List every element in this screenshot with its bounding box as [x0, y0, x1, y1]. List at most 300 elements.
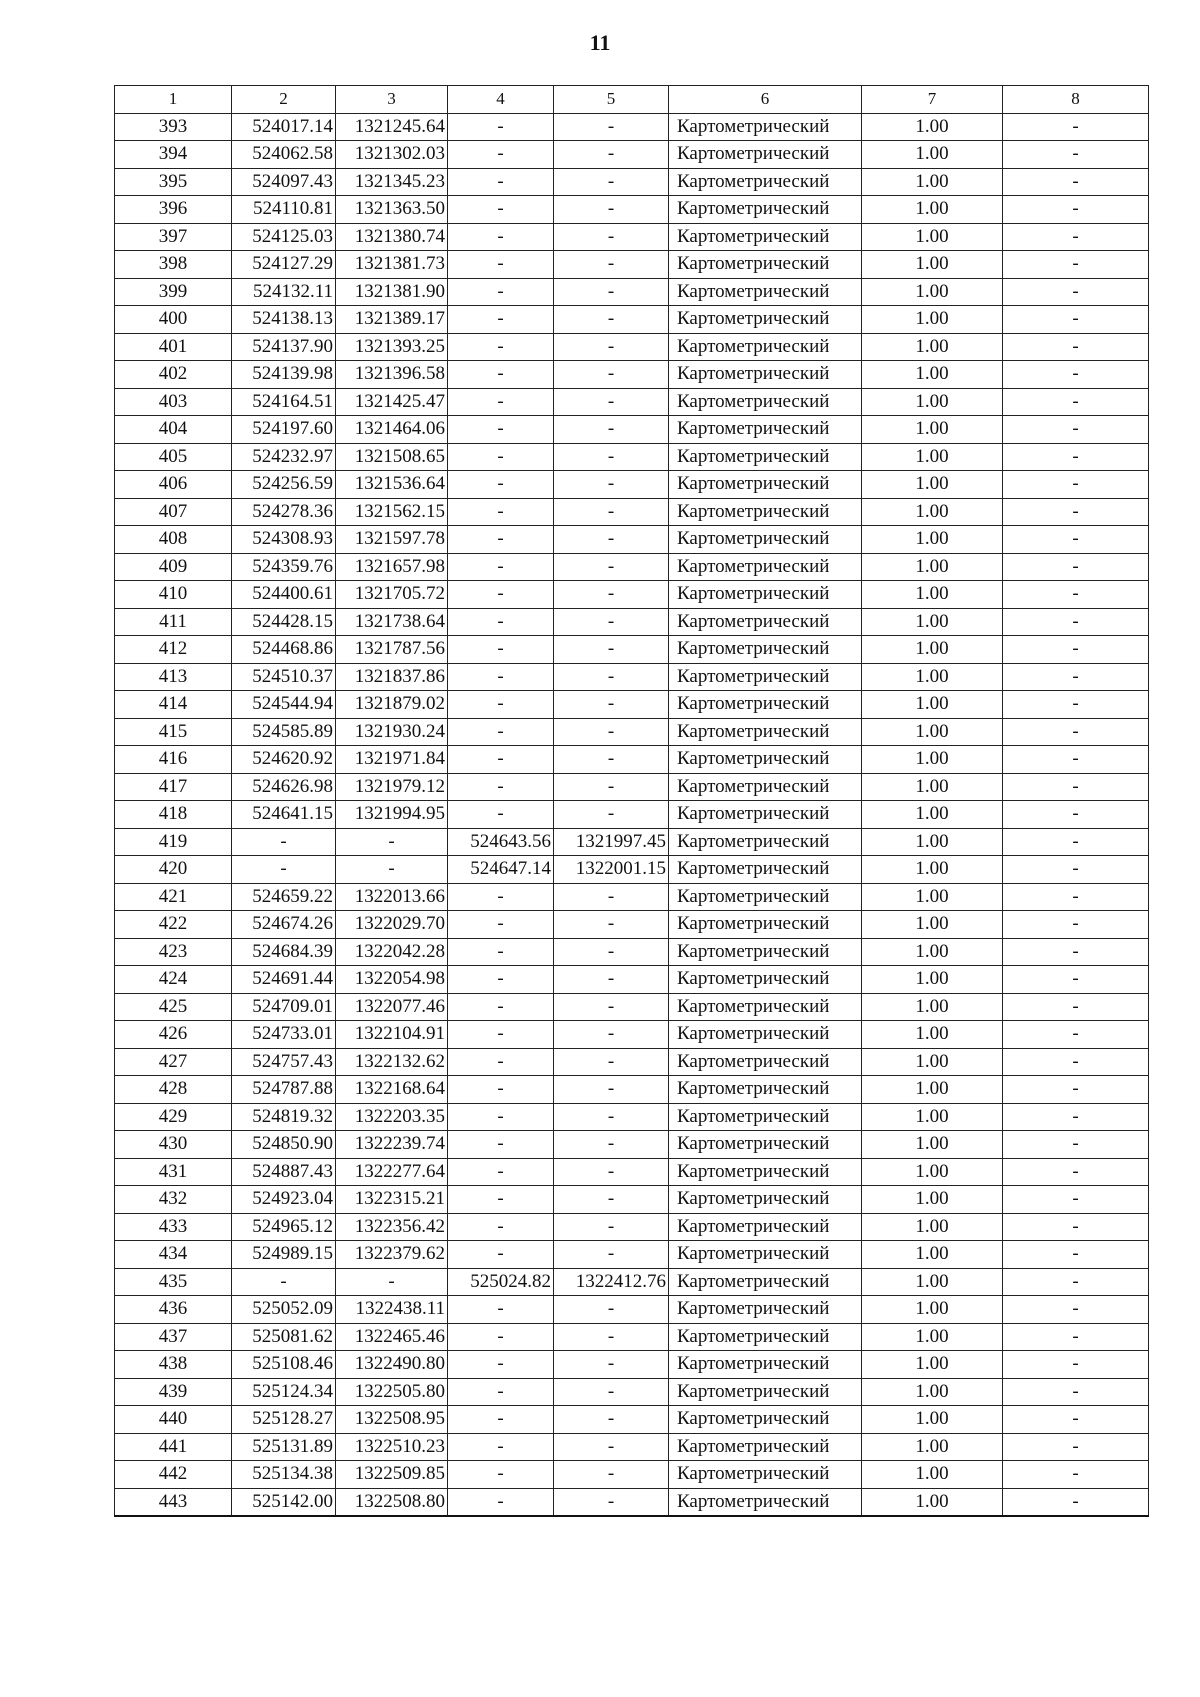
point-number-cell: 398: [115, 251, 232, 279]
x-coordinate-alt-cell: -: [448, 1323, 554, 1351]
y-coordinate-alt-cell: -: [554, 746, 669, 774]
x-coordinate-cell: 524887.43: [232, 1158, 336, 1186]
x-coordinate-alt-cell: -: [448, 1021, 554, 1049]
x-coordinate-cell: 524138.13: [232, 306, 336, 334]
point-number-cell: 418: [115, 801, 232, 829]
method-cell: Картометрический: [669, 718, 862, 746]
y-coordinate-cell: 1322042.28: [336, 938, 448, 966]
table-row: [115, 388, 1149, 416]
y-coordinate-alt-cell: -: [554, 471, 669, 499]
x-coordinate-alt-cell: -: [448, 416, 554, 444]
y-coordinate-alt-cell: -: [554, 141, 669, 169]
y-coordinate-cell: 1322508.95: [336, 1406, 448, 1434]
point-number-cell: 416: [115, 746, 232, 774]
method-cell: Картометрический: [669, 1323, 862, 1351]
method-cell: Картометрический: [669, 1158, 862, 1186]
accuracy-cell: 1.00: [862, 196, 1003, 224]
x-coordinate-alt-cell: -: [448, 168, 554, 196]
y-coordinate-cell: 1322356.42: [336, 1213, 448, 1241]
y-coordinate-alt-cell: -: [554, 1076, 669, 1104]
method-cell: Картометрический: [669, 251, 862, 279]
x-coordinate-alt-cell: -: [448, 1461, 554, 1489]
accuracy-cell: 1.00: [862, 471, 1003, 499]
table-row: [115, 993, 1149, 1021]
x-coordinate-alt-cell: -: [448, 773, 554, 801]
method-cell: Картометрический: [669, 223, 862, 251]
description-cell: -: [1003, 938, 1149, 966]
y-coordinate-cell: 1321363.50: [336, 196, 448, 224]
description-cell: -: [1003, 1103, 1149, 1131]
accuracy-cell: 1.00: [862, 828, 1003, 856]
accuracy-cell: 1.00: [862, 1048, 1003, 1076]
y-coordinate-cell: 1321597.78: [336, 526, 448, 554]
table-row: [115, 718, 1149, 746]
x-coordinate-alt-cell: -: [448, 663, 554, 691]
x-coordinate-alt-cell: -: [448, 278, 554, 306]
method-cell: Картометрический: [669, 333, 862, 361]
description-cell: -: [1003, 993, 1149, 1021]
description-cell: -: [1003, 801, 1149, 829]
x-coordinate-cell: 524400.61: [232, 581, 336, 609]
x-coordinate-alt-cell: -: [448, 498, 554, 526]
y-coordinate-alt-cell: -: [554, 251, 669, 279]
description-cell: -: [1003, 856, 1149, 884]
table-header-row: [115, 86, 1149, 114]
table-row: [115, 1131, 1149, 1159]
x-coordinate-cell: 524684.39: [232, 938, 336, 966]
x-coordinate-alt-cell: -: [448, 966, 554, 994]
method-cell: Картометрический: [669, 278, 862, 306]
accuracy-cell: 1.00: [862, 443, 1003, 471]
y-coordinate-alt-cell: -: [554, 1048, 669, 1076]
page-number: 11: [589, 30, 611, 55]
y-coordinate-cell: 1321381.90: [336, 278, 448, 306]
table-row: [115, 1213, 1149, 1241]
x-coordinate-alt-cell: -: [448, 883, 554, 911]
x-coordinate-cell: 524359.76: [232, 553, 336, 581]
x-coordinate-cell: 525128.27: [232, 1406, 336, 1434]
description-cell: -: [1003, 636, 1149, 664]
column-header: 7: [862, 86, 1003, 114]
method-cell: Картометрический: [669, 993, 862, 1021]
table-row: [115, 1323, 1149, 1351]
description-cell: -: [1003, 1186, 1149, 1214]
description-cell: -: [1003, 883, 1149, 911]
point-number-cell: 401: [115, 333, 232, 361]
x-coordinate-cell: 524125.03: [232, 223, 336, 251]
x-coordinate-alt-cell: -: [448, 1406, 554, 1434]
x-coordinate-alt-cell: -: [448, 636, 554, 664]
x-coordinate-cell: 524757.43: [232, 1048, 336, 1076]
y-coordinate-cell: 1321705.72: [336, 581, 448, 609]
x-coordinate-cell: 524468.86: [232, 636, 336, 664]
y-coordinate-cell: 1322104.91: [336, 1021, 448, 1049]
point-number-cell: 411: [115, 608, 232, 636]
description-cell: -: [1003, 113, 1149, 141]
x-coordinate-cell: 524062.58: [232, 141, 336, 169]
x-coordinate-cell: 524256.59: [232, 471, 336, 499]
y-coordinate-alt-cell: -: [554, 1323, 669, 1351]
x-coordinate-alt-cell: 524643.56: [448, 828, 554, 856]
x-coordinate-alt-cell: -: [448, 471, 554, 499]
method-cell: Картометрический: [669, 113, 862, 141]
accuracy-cell: 1.00: [862, 911, 1003, 939]
point-number-cell: 408: [115, 526, 232, 554]
method-cell: Картометрический: [669, 141, 862, 169]
point-number-cell: 407: [115, 498, 232, 526]
table-row: [115, 663, 1149, 691]
method-cell: Картометрический: [669, 636, 862, 664]
table-row: [115, 196, 1149, 224]
method-cell: Картометрический: [669, 911, 862, 939]
description-cell: -: [1003, 498, 1149, 526]
table-row: [115, 1076, 1149, 1104]
y-coordinate-alt-cell: -: [554, 113, 669, 141]
accuracy-cell: 1.00: [862, 416, 1003, 444]
point-number-cell: 396: [115, 196, 232, 224]
accuracy-cell: 1.00: [862, 856, 1003, 884]
x-coordinate-alt-cell: -: [448, 1048, 554, 1076]
accuracy-cell: 1.00: [862, 1103, 1003, 1131]
y-coordinate-alt-cell: -: [554, 718, 669, 746]
y-coordinate-alt-cell: 1322412.76: [554, 1268, 669, 1296]
x-coordinate-alt-cell: -: [448, 1103, 554, 1131]
y-coordinate-alt-cell: -: [554, 1488, 669, 1516]
point-number-cell: 432: [115, 1186, 232, 1214]
column-header: 3: [336, 86, 448, 114]
accuracy-cell: 1.00: [862, 223, 1003, 251]
x-coordinate-alt-cell: -: [448, 1131, 554, 1159]
y-coordinate-alt-cell: -: [554, 773, 669, 801]
description-cell: -: [1003, 1268, 1149, 1296]
x-coordinate-alt-cell: -: [448, 801, 554, 829]
y-coordinate-cell: 1321971.84: [336, 746, 448, 774]
table-row: [115, 141, 1149, 169]
description-cell: -: [1003, 718, 1149, 746]
description-cell: -: [1003, 1296, 1149, 1324]
accuracy-cell: 1.00: [862, 938, 1003, 966]
y-coordinate-alt-cell: -: [554, 278, 669, 306]
description-cell: -: [1003, 1433, 1149, 1461]
y-coordinate-cell: 1322509.85: [336, 1461, 448, 1489]
y-coordinate-alt-cell: -: [554, 1433, 669, 1461]
x-coordinate-alt-cell: -: [448, 361, 554, 389]
point-number-cell: 422: [115, 911, 232, 939]
accuracy-cell: 1.00: [862, 1241, 1003, 1269]
table-row: [115, 553, 1149, 581]
y-coordinate-cell: 1321381.73: [336, 251, 448, 279]
accuracy-cell: 1.00: [862, 1213, 1003, 1241]
description-cell: -: [1003, 471, 1149, 499]
x-coordinate-cell: 525131.89: [232, 1433, 336, 1461]
y-coordinate-cell: 1321738.64: [336, 608, 448, 636]
y-coordinate-cell: 1321979.12: [336, 773, 448, 801]
table-row: [115, 1021, 1149, 1049]
x-coordinate-alt-cell: -: [448, 553, 554, 581]
y-coordinate-cell: 1322508.80: [336, 1488, 448, 1516]
point-number-cell: 399: [115, 278, 232, 306]
description-cell: -: [1003, 388, 1149, 416]
x-coordinate-alt-cell: -: [448, 746, 554, 774]
point-number-cell: 426: [115, 1021, 232, 1049]
x-coordinate-alt-cell: -: [448, 911, 554, 939]
x-coordinate-alt-cell: -: [448, 1076, 554, 1104]
x-coordinate-alt-cell: 524647.14: [448, 856, 554, 884]
x-coordinate-alt-cell: -: [448, 691, 554, 719]
method-cell: Картометрический: [669, 746, 862, 774]
method-cell: Картометрический: [669, 1186, 862, 1214]
accuracy-cell: 1.00: [862, 746, 1003, 774]
method-cell: Картометрический: [669, 471, 862, 499]
table-row: [115, 801, 1149, 829]
method-cell: Картометрический: [669, 1406, 862, 1434]
table-row: [115, 168, 1149, 196]
point-number-cell: 436: [115, 1296, 232, 1324]
y-coordinate-cell: 1322013.66: [336, 883, 448, 911]
point-number-cell: 393: [115, 113, 232, 141]
accuracy-cell: 1.00: [862, 553, 1003, 581]
table-row: [115, 361, 1149, 389]
y-coordinate-alt-cell: -: [554, 1296, 669, 1324]
description-cell: -: [1003, 1406, 1149, 1434]
y-coordinate-alt-cell: -: [554, 911, 669, 939]
x-coordinate-cell: 524674.26: [232, 911, 336, 939]
x-coordinate-cell: 524709.01: [232, 993, 336, 1021]
column-header: 1: [115, 86, 232, 114]
y-coordinate-alt-cell: -: [554, 1461, 669, 1489]
x-coordinate-cell: 524626.98: [232, 773, 336, 801]
point-number-cell: 410: [115, 581, 232, 609]
y-coordinate-cell: 1322505.80: [336, 1378, 448, 1406]
x-coordinate-cell: -: [232, 856, 336, 884]
y-coordinate-cell: 1321345.23: [336, 168, 448, 196]
point-number-cell: 402: [115, 361, 232, 389]
accuracy-cell: 1.00: [862, 1488, 1003, 1516]
y-coordinate-alt-cell: -: [554, 1021, 669, 1049]
x-coordinate-cell: 524819.32: [232, 1103, 336, 1131]
y-coordinate-alt-cell: -: [554, 443, 669, 471]
y-coordinate-alt-cell: -: [554, 306, 669, 334]
table-row: [115, 636, 1149, 664]
table-row: [115, 856, 1149, 884]
y-coordinate-cell: 1321879.02: [336, 691, 448, 719]
table-row: [115, 1488, 1149, 1516]
point-number-cell: 429: [115, 1103, 232, 1131]
description-cell: -: [1003, 168, 1149, 196]
x-coordinate-cell: 525124.34: [232, 1378, 336, 1406]
x-coordinate-alt-cell: -: [448, 1158, 554, 1186]
table-row: [115, 416, 1149, 444]
description-cell: -: [1003, 1048, 1149, 1076]
accuracy-cell: 1.00: [862, 1296, 1003, 1324]
description-cell: -: [1003, 1158, 1149, 1186]
point-number-cell: 430: [115, 1131, 232, 1159]
point-number-cell: 412: [115, 636, 232, 664]
x-coordinate-cell: -: [232, 828, 336, 856]
table-body: [115, 113, 1149, 1516]
x-coordinate-alt-cell: -: [448, 526, 554, 554]
x-coordinate-alt-cell: -: [448, 141, 554, 169]
method-cell: Картометрический: [669, 1103, 862, 1131]
table-row: [115, 443, 1149, 471]
y-coordinate-cell: 1322465.46: [336, 1323, 448, 1351]
y-coordinate-alt-cell: -: [554, 1103, 669, 1131]
method-cell: Картометрический: [669, 1213, 862, 1241]
y-coordinate-cell: 1322203.35: [336, 1103, 448, 1131]
table-row: [115, 581, 1149, 609]
description-cell: -: [1003, 691, 1149, 719]
description-cell: -: [1003, 361, 1149, 389]
y-coordinate-cell: 1321930.24: [336, 718, 448, 746]
accuracy-cell: 1.00: [862, 608, 1003, 636]
y-coordinate-cell: 1321562.15: [336, 498, 448, 526]
description-cell: -: [1003, 1461, 1149, 1489]
table-row: [115, 773, 1149, 801]
x-coordinate-cell: 524097.43: [232, 168, 336, 196]
accuracy-cell: 1.00: [862, 636, 1003, 664]
y-coordinate-alt-cell: -: [554, 416, 669, 444]
accuracy-cell: 1.00: [862, 581, 1003, 609]
x-coordinate-alt-cell: -: [448, 1241, 554, 1269]
table-row: [115, 1268, 1149, 1296]
table-row: [115, 278, 1149, 306]
x-coordinate-alt-cell: -: [448, 1433, 554, 1461]
point-number-cell: 394: [115, 141, 232, 169]
accuracy-cell: 1.00: [862, 1131, 1003, 1159]
point-number-cell: 431: [115, 1158, 232, 1186]
table-row: [115, 333, 1149, 361]
method-cell: Картометрический: [669, 553, 862, 581]
table-row: [115, 1378, 1149, 1406]
method-cell: Картометрический: [669, 1351, 862, 1379]
y-coordinate-cell: 1321393.25: [336, 333, 448, 361]
y-coordinate-alt-cell: -: [554, 966, 669, 994]
table-row: [115, 306, 1149, 334]
description-cell: -: [1003, 553, 1149, 581]
description-cell: -: [1003, 966, 1149, 994]
x-coordinate-cell: 524989.15: [232, 1241, 336, 1269]
x-coordinate-cell: 524137.90: [232, 333, 336, 361]
accuracy-cell: 1.00: [862, 1076, 1003, 1104]
x-coordinate-alt-cell: -: [448, 1186, 554, 1214]
y-coordinate-alt-cell: -: [554, 333, 669, 361]
point-number-cell: 417: [115, 773, 232, 801]
y-coordinate-cell: 1321657.98: [336, 553, 448, 581]
point-number-cell: 414: [115, 691, 232, 719]
y-coordinate-cell: 1321425.47: [336, 388, 448, 416]
y-coordinate-cell: 1322315.21: [336, 1186, 448, 1214]
point-number-cell: 438: [115, 1351, 232, 1379]
y-coordinate-alt-cell: -: [554, 526, 669, 554]
method-cell: Картометрический: [669, 443, 862, 471]
table-row: [115, 883, 1149, 911]
y-coordinate-cell: 1321389.17: [336, 306, 448, 334]
method-cell: Картометрический: [669, 1378, 862, 1406]
x-coordinate-alt-cell: -: [448, 581, 554, 609]
y-coordinate-alt-cell: -: [554, 993, 669, 1021]
y-coordinate-cell: 1322379.62: [336, 1241, 448, 1269]
x-coordinate-alt-cell: -: [448, 938, 554, 966]
method-cell: Картометрический: [669, 1488, 862, 1516]
table-row: [115, 471, 1149, 499]
point-number-cell: 406: [115, 471, 232, 499]
y-coordinate-cell: -: [336, 1268, 448, 1296]
point-number-cell: 434: [115, 1241, 232, 1269]
accuracy-cell: 1.00: [862, 1158, 1003, 1186]
y-coordinate-alt-cell: -: [554, 883, 669, 911]
accuracy-cell: 1.00: [862, 1323, 1003, 1351]
table-row: [115, 1158, 1149, 1186]
table-row: [115, 608, 1149, 636]
description-cell: -: [1003, 196, 1149, 224]
description-cell: -: [1003, 306, 1149, 334]
table-row: [115, 1406, 1149, 1434]
method-cell: Картометрический: [669, 1076, 862, 1104]
point-number-cell: 435: [115, 1268, 232, 1296]
x-coordinate-cell: 524428.15: [232, 608, 336, 636]
x-coordinate-cell: 524164.51: [232, 388, 336, 416]
y-coordinate-alt-cell: -: [554, 636, 669, 664]
accuracy-cell: 1.00: [862, 1433, 1003, 1461]
accuracy-cell: 1.00: [862, 993, 1003, 1021]
point-number-cell: 415: [115, 718, 232, 746]
y-coordinate-cell: 1322277.64: [336, 1158, 448, 1186]
description-cell: -: [1003, 911, 1149, 939]
description-cell: -: [1003, 1241, 1149, 1269]
point-number-cell: 424: [115, 966, 232, 994]
accuracy-cell: 1.00: [862, 773, 1003, 801]
x-coordinate-cell: 525108.46: [232, 1351, 336, 1379]
y-coordinate-cell: 1321464.06: [336, 416, 448, 444]
x-coordinate-cell: 524017.14: [232, 113, 336, 141]
x-coordinate-cell: 524544.94: [232, 691, 336, 719]
method-cell: Картометрический: [669, 388, 862, 416]
y-coordinate-alt-cell: -: [554, 196, 669, 224]
y-coordinate-cell: 1321536.64: [336, 471, 448, 499]
method-cell: Картометрический: [669, 1241, 862, 1269]
x-coordinate-cell: 524641.15: [232, 801, 336, 829]
accuracy-cell: 1.00: [862, 526, 1003, 554]
table-row: [115, 691, 1149, 719]
y-coordinate-alt-cell: -: [554, 663, 669, 691]
accuracy-cell: 1.00: [862, 498, 1003, 526]
y-coordinate-alt-cell: -: [554, 1213, 669, 1241]
accuracy-cell: 1.00: [862, 1406, 1003, 1434]
y-coordinate-cell: 1322490.80: [336, 1351, 448, 1379]
method-cell: Картометрический: [669, 938, 862, 966]
description-cell: -: [1003, 1131, 1149, 1159]
y-coordinate-alt-cell: -: [554, 1351, 669, 1379]
description-cell: -: [1003, 746, 1149, 774]
accuracy-cell: 1.00: [862, 966, 1003, 994]
point-number-cell: 405: [115, 443, 232, 471]
accuracy-cell: 1.00: [862, 168, 1003, 196]
y-coordinate-alt-cell: -: [554, 388, 669, 416]
description-cell: -: [1003, 278, 1149, 306]
method-cell: Картометрический: [669, 1131, 862, 1159]
table-row: [115, 1461, 1149, 1489]
method-cell: Картометрический: [669, 828, 862, 856]
description-cell: -: [1003, 1021, 1149, 1049]
table-row: [115, 1186, 1149, 1214]
point-number-cell: 439: [115, 1378, 232, 1406]
method-cell: Картометрический: [669, 581, 862, 609]
x-coordinate-alt-cell: 525024.82: [448, 1268, 554, 1296]
accuracy-cell: 1.00: [862, 141, 1003, 169]
y-coordinate-cell: 1322239.74: [336, 1131, 448, 1159]
point-number-cell: 427: [115, 1048, 232, 1076]
y-coordinate-alt-cell: -: [554, 1378, 669, 1406]
